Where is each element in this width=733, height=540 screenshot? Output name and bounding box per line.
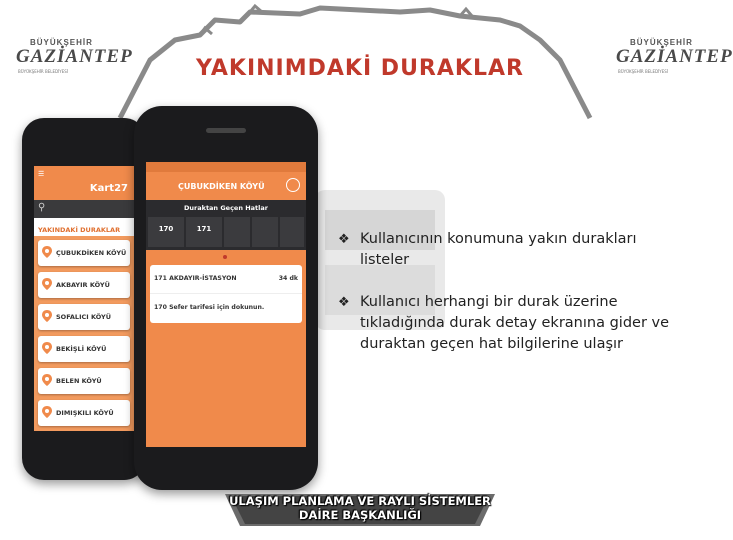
stop-title: ÇUBUKDİKEN KÖYÜ [178, 182, 265, 191]
lines-panel [146, 200, 306, 250]
list-item[interactable] [38, 240, 130, 266]
list-item[interactable] [38, 304, 130, 330]
map-pin-icon [42, 374, 52, 386]
right-app-header [146, 172, 306, 200]
line-tab[interactable] [280, 217, 304, 247]
map-pin-icon [42, 278, 52, 290]
map-pin-icon [42, 246, 52, 258]
line-tab[interactable] [252, 217, 278, 247]
arrival-row[interactable] [150, 294, 302, 322]
footer-title [0, 494, 720, 522]
line-tab[interactable]: 170 [148, 217, 184, 247]
left-stop-list [34, 236, 134, 431]
phone-right-screen [146, 162, 306, 447]
page-indicator [223, 255, 227, 259]
left-section-title: YAKINDAKİ DURAKLAR [38, 226, 121, 234]
logo-right-main: GAZİANTEP [616, 46, 733, 67]
arrival-text: 171 AKDAYIR-İSTASYON [154, 275, 237, 282]
stop-name: ÇUBUKDİKEN KÖYÜ [56, 249, 127, 257]
phone-right [134, 106, 318, 490]
stop-name: AKBAYIR KÖYÜ [56, 281, 110, 289]
list-item[interactable] [38, 272, 130, 298]
footer-line-2: DAİRE BAŞKANLIĞI [298, 508, 422, 522]
line-tab[interactable]: 171 [186, 217, 222, 247]
map-pin-icon [42, 342, 52, 354]
stop-name: SOFALICI KÖYÜ [56, 313, 111, 321]
page-title: YAKINIMDAKİ DURAKLAR [196, 56, 524, 81]
arrival-eta: 34 dk [278, 275, 298, 282]
arrival-row[interactable] [150, 265, 302, 294]
lines-header: Duraktan Geçen Hatlar [184, 204, 268, 212]
status-bar [146, 162, 306, 172]
bullet-diamond-icon: ❖ [338, 295, 350, 310]
phone-left [22, 118, 146, 480]
list-item[interactable] [38, 400, 130, 426]
list-item[interactable] [38, 336, 130, 362]
line-tab[interactable] [224, 217, 250, 247]
menu-icon[interactable]: ☰ [38, 170, 45, 178]
footer-line-1: ULAŞIM PLANLAMA VE RAYLI SİSTEMLER [229, 494, 491, 508]
left-search-bar[interactable] [34, 200, 134, 218]
bullet-diamond-icon: ❖ [338, 232, 350, 247]
phone-left-screen [34, 166, 134, 431]
stop-name: BELEN KÖYÜ [56, 377, 102, 385]
left-app-header [34, 166, 134, 200]
bullet-text: Kullanıcı herhangi bir durak üzerine tıkladığında durak detay ekranına gider ve duraktan geçen hat bilgilerine ulaşır [360, 294, 670, 352]
locate-icon[interactable] [286, 178, 300, 192]
logo-left-main: GAZİANTEP [16, 46, 133, 67]
bullet-text: Kullanıcının konumuna yakın durakları listeler [360, 231, 637, 268]
arrivals-card [150, 265, 302, 323]
logo-left-sub: BÜYÜKŞEHİR BELEDİYESİ [18, 69, 68, 74]
search-icon: ⚲ [38, 202, 46, 213]
bullet-item [338, 229, 688, 271]
logo-right-sub: BÜYÜKŞEHİR BELEDİYESİ [618, 69, 668, 74]
stop-name: DIMIŞKILI KÖYÜ [56, 409, 114, 417]
stop-name: BEKİŞLİ KÖYÜ [56, 345, 107, 353]
brand-label: Kart27 [89, 183, 128, 194]
logo-right-top: BÜYÜKŞEHİR [630, 38, 693, 47]
logo-left-top: BÜYÜKŞEHİR [30, 38, 93, 47]
speaker-slot [206, 128, 246, 133]
map-pin-icon [42, 406, 52, 418]
bullet-item [338, 292, 688, 355]
arrival-text: 170 Sefer tarifesi için dokunun. [154, 304, 265, 311]
list-item[interactable] [38, 368, 130, 394]
map-pin-icon [42, 310, 52, 322]
